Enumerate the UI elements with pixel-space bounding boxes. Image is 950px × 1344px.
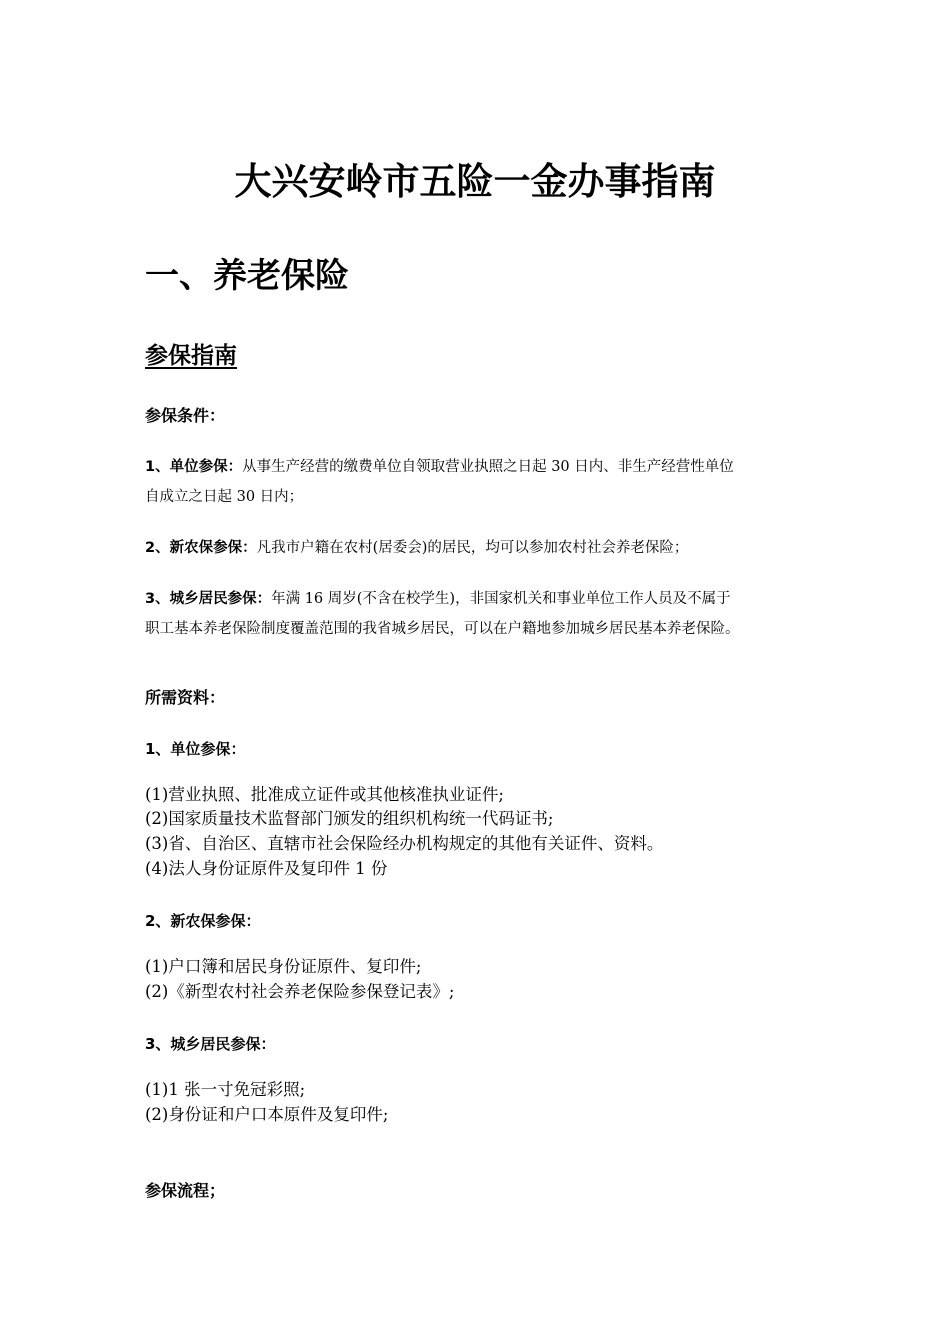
condition-item-1-text: 从事生产经营的缴费单位自领取营业执照之日起 30 日内、非生产经营性单位 [242, 459, 734, 475]
materials-group-2-title: 2、新农保参保： [145, 912, 261, 930]
materials-group-1-item-4: (4)法人身份证原件及复印件 1 份 [145, 859, 388, 878]
materials-group-1-item-3: (3)省、自治区、直辖市社会保险经办机构规定的其他有关证件、资料。 [145, 834, 664, 853]
materials-group-3-title: 3、城乡居民参保： [145, 1035, 276, 1053]
document-title: 大兴安岭市五险一金办事指南 [234, 160, 716, 203]
condition-item-3-lead: 3、城乡居民参保： [145, 591, 272, 607]
subsection-heading: 参保指南 [145, 343, 237, 369]
materials-label: 所需资料： [145, 688, 226, 707]
materials-group-1-title: 1、单位参保： [145, 740, 246, 758]
conditions-label: 参保条件： [145, 406, 226, 425]
materials-group-1-item-2: (2)国家质量技术监督部门颁发的组织机构统一代码证书; [145, 809, 554, 828]
materials-group-2-item-2: (2)《新型农村社会养老保险参保登记表》; [145, 982, 455, 1001]
condition-item-2-text: 凡我市户籍在农村(居委会)的居民，均可以参加农村社会养老保险； [256, 540, 689, 556]
condition-item-2-line-1 [145, 534, 688, 562]
condition-item-3-line-2: 职工基本养老保险制度覆盖范围的我省城乡居民，可以在户籍地参加城乡居民基本养老保险。 [145, 621, 740, 637]
materials-group-3-item-1: (1)1 张一寸免冠彩照; [145, 1080, 306, 1099]
condition-item-2-lead: 2、新农保参保： [145, 540, 257, 556]
condition-item-1-line-2: 自成立之日起 30 日内； [145, 489, 304, 505]
section-heading: 一、养老保险 [145, 256, 349, 296]
materials-group-3-item-2: (2)身份证和户口本原件及复印件; [145, 1105, 389, 1124]
materials-group-2-item-1: (1)户口簿和居民身份证原件、复印件; [145, 957, 422, 976]
materials-group-1-item-1: (1)营业执照、批准成立证件或其他核准执业证件; [145, 785, 504, 804]
condition-item-1-line-1 [145, 453, 734, 481]
process-label: 参保流程； [145, 1181, 226, 1200]
condition-item-3-line-1 [145, 585, 731, 613]
condition-item-1-lead: 1、单位参保： [145, 459, 243, 475]
condition-item-3-text: 年满 16 周岁(不含在校学生)，非国家机关和事业单位工作人员及不属于 [271, 591, 731, 607]
